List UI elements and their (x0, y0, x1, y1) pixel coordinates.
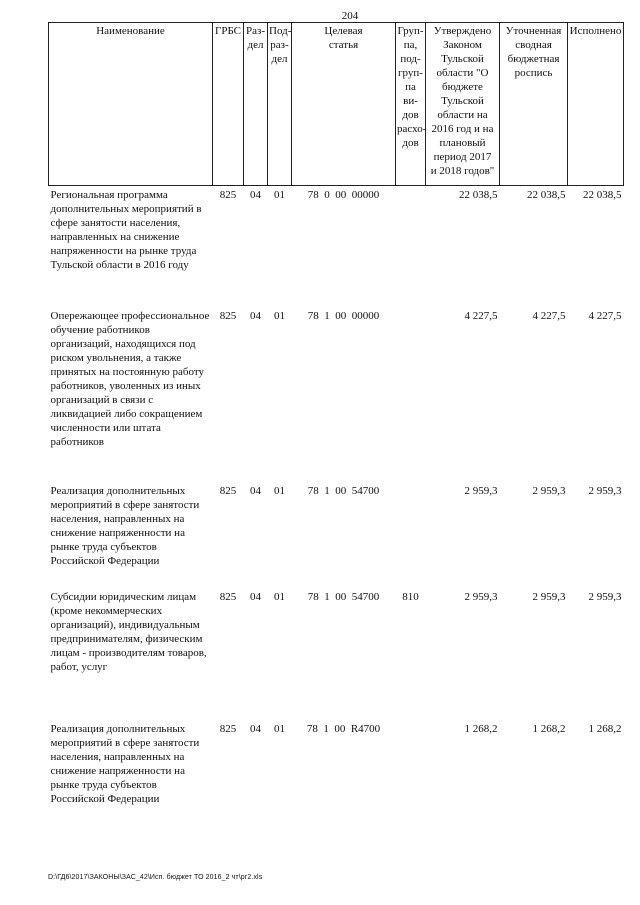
row-subsection: 01 (274, 484, 285, 497)
row-subsection: 01 (274, 722, 285, 735)
table-row (49, 588, 624, 720)
header-name: Наименование (49, 23, 213, 186)
header-executed: Исполнено (568, 23, 624, 186)
row-refined: 22 038,5 (527, 189, 566, 201)
header-grbs: ГРБС (213, 23, 244, 186)
row-approved: 2 959,3 (464, 484, 498, 497)
header-subsection: Под- раз- дел (268, 23, 292, 186)
table-row (49, 720, 624, 820)
row-expense-group (396, 186, 426, 307)
header-approved: Утверждено Законом Тульской области "О бюджете Тульской области на 2016 год и на плановый период 2017 и 2018 годов" (426, 23, 500, 186)
row-expense-group (396, 482, 426, 588)
row-section: 04 (250, 722, 261, 735)
table-row (49, 186, 624, 307)
table-row (49, 482, 624, 588)
header-section: Раз- дел (244, 23, 268, 186)
row-target-article: 78 1 00 R4700 (306, 722, 381, 735)
row-approved: 4 227,5 (464, 309, 498, 322)
header-expense-group: Груп- па, под- груп- па ви- дов расхо- дов (396, 23, 426, 186)
row-grbs: 825 (219, 309, 237, 322)
page-number: 204 (341, 10, 359, 22)
header-target-article: Целевая статья (292, 23, 396, 186)
table-header-row (49, 23, 624, 186)
file-path-footer: D:\ГД6\2017\ЗАКОНЫ\ЗАС_42\Исп. бюджет ТО 2016_2 чт\рг2.xls (48, 874, 263, 881)
row-grbs: 825 (219, 189, 237, 201)
row-name: Реализация дополнительных мероприятий в сфере занятости населения, направленных на снижение напряженности на рынке труда субъектов Российской Федерации (50, 484, 200, 567)
row-name: Реализация дополнительных мероприятий в сфере занятости населения, направленных на снижение напряженности на рынке труда субъектов Российской Федерации (50, 722, 200, 805)
row-target-article: 78 1 00 54700 (307, 484, 380, 497)
row-executed: 1 268,2 (588, 722, 622, 735)
row-subsection: 01 (274, 189, 285, 201)
row-name: Субсидии юридическим лицам (кроме некоммерческих организаций), индивидуальным предпринимателям, физическим лицам - производителям товаров, работ, услуг (50, 590, 207, 673)
row-target-article: 78 0 00 00000 (307, 189, 380, 201)
row-section: 04 (250, 484, 261, 497)
row-target-article: 78 1 00 00000 (307, 309, 380, 322)
row-subsection: 01 (274, 590, 285, 603)
row-refined: 2 959,3 (532, 590, 566, 603)
row-expense-group (396, 720, 426, 820)
row-executed: 4 227,5 (588, 309, 622, 322)
row-section: 04 (250, 189, 261, 201)
row-executed: 2 959,3 (588, 590, 622, 603)
row-refined: 1 268,2 (532, 722, 566, 735)
table-row (49, 307, 624, 482)
budget-execution-table (48, 22, 624, 820)
row-approved: 22 038,5 (459, 189, 498, 201)
row-expense-group (396, 307, 426, 482)
row-grbs: 825 (219, 590, 237, 603)
row-grbs: 825 (219, 722, 237, 735)
row-section: 04 (250, 309, 261, 322)
header-refined: Уточненная сводная бюджетная роспись (500, 23, 568, 186)
row-approved: 1 268,2 (464, 722, 498, 735)
row-expense-group: 810 (402, 590, 419, 603)
row-name: Региональная программа дополнительных мероприятий в сфере занятости населения, направленных на снижение напряженности на рынке труда Тульской области в 2016 году (50, 189, 202, 271)
row-target-article: 78 1 00 54700 (307, 590, 380, 603)
row-refined: 4 227,5 (532, 309, 566, 322)
row-approved: 2 959,3 (464, 590, 498, 603)
row-subsection: 01 (274, 309, 285, 322)
row-executed: 2 959,3 (588, 484, 622, 497)
row-section: 04 (250, 590, 261, 603)
row-refined: 2 959,3 (532, 484, 566, 497)
row-executed: 22 038,5 (583, 189, 622, 201)
row-grbs: 825 (219, 484, 237, 497)
row-name: Опережающее профессиональное обучение работников организаций, находящихся под риском увольнения, а также принятых на постоянную работу работников, уволенных из иных организаций в связи с ликвидацией либо сокращением численности или штата работников (50, 309, 210, 448)
